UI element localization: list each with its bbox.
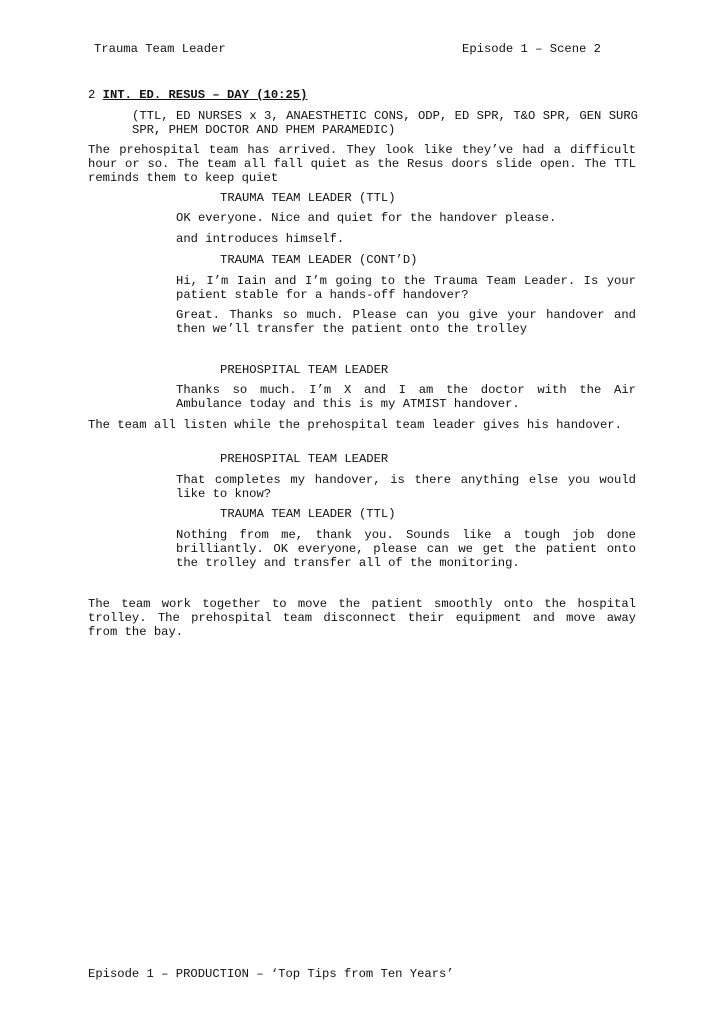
- dialogue-line: Great. Thanks so much. Please can you give your handover and then we’ll transfer the patient onto the trolley: [176, 308, 636, 336]
- character-cue: PREHOSPITAL TEAM LEADER: [220, 452, 389, 466]
- dialogue-line: Thanks so much. I’m X and I am the doctor with the Air Ambulance today and this is my ATMIST handover.: [176, 383, 636, 411]
- dialogue-line: Nothing from me, thank you. Sounds like a tough job done brilliantly. OK everyone, please can we get the patient onto the trolley and transfer all of the monitoring.: [176, 528, 636, 570]
- character-cue: PREHOSPITAL TEAM LEADER: [220, 363, 389, 377]
- dialogue-line: OK everyone. Nice and quiet for the handover please.: [176, 211, 557, 225]
- dialogue-line: and introduces himself.: [176, 232, 345, 246]
- scene-heading: [88, 88, 307, 102]
- character-cue: TRAUMA TEAM LEADER (CONT’D): [220, 253, 418, 267]
- scene-number: 2: [88, 88, 96, 102]
- action-paragraph: The team all listen while the prehospital team leader gives his handover.: [88, 418, 622, 432]
- scene-cast-list: (TTL, ED NURSES x 3, ANAESTHETIC CONS, ODP, ED SPR, T&O SPR, GEN SURG SPR, PHEM DOCTOR AND PHEM PARAMEDIC): [132, 109, 638, 137]
- action-paragraph: The team work together to move the patient smoothly onto the hospital trolley. The prehospital team disconnect their equipment and move away from the bay.: [88, 597, 636, 639]
- header-episode-scene: Episode 1 – Scene 2: [462, 42, 601, 56]
- page-footer: Episode 1 – PRODUCTION – ‘Top Tips from Ten Years’: [88, 967, 454, 981]
- scene-slugline: INT. ED. RESUS – DAY (10:25): [102, 88, 308, 102]
- action-paragraph: The prehospital team has arrived. They look like they’ve had a difficult hour or so. The team all fall quiet as the Resus doors slide open. The TTL reminds them to keep quiet: [88, 143, 636, 185]
- character-cue: TRAUMA TEAM LEADER (TTL): [220, 507, 396, 521]
- character-cue: TRAUMA TEAM LEADER (TTL): [220, 191, 396, 205]
- header-title: Trauma Team Leader: [94, 42, 226, 56]
- dialogue-line: Hi, I’m Iain and I’m going to the Trauma Team Leader. Is your patient stable for a hands-off handover?: [176, 274, 636, 302]
- dialogue-line: That completes my handover, is there anything else you would like to know?: [176, 473, 636, 501]
